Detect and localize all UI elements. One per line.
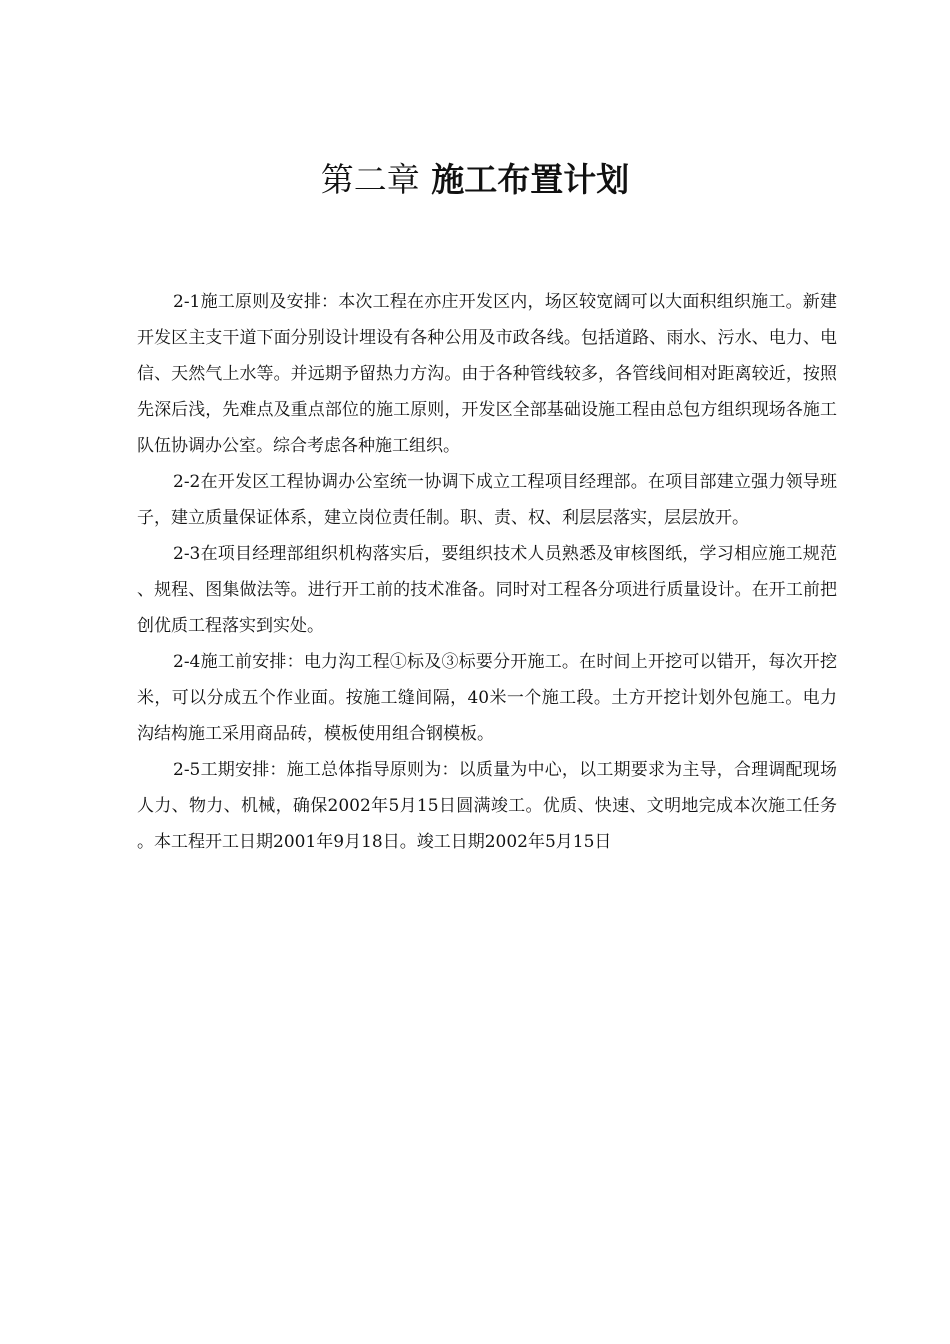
chapter-title xyxy=(0,158,950,202)
chapter-number: 第二章 xyxy=(320,160,420,199)
chapter-name: 施工布置计划 xyxy=(431,160,630,199)
paragraph-2-1: 2-1施工原则及安排：本次工程在亦庄开发区内，场区较宽阔可以大面积组织施工。新建开发区主支干道下面分别设计埋设有各种公用及市政各线。包括道路、雨水、污水、电力、电信、天然气上水等。并远期予留热力方沟。由于各种管线较多，各管线间相对距离较近，按照先深后浅，先难点及重点部位的施工原则，开发区全部基础设施工程由总包方组织现场各施工队伍协调办公室。综合考虑各种施工组织。 xyxy=(137,292,837,456)
body-text xyxy=(137,284,837,860)
paragraph-2-5: 2-5工期安排：施工总体指导原则为：以质量为中心，以工期要求为主导，合理调配现场人力、物力、机械，确保2002年5月15日圆满竣工。优质、快速、文明地完成本次施工任务。本工程开工日期2001年9月18日。竣工日期2002年5月15日 xyxy=(137,760,837,852)
title-space xyxy=(420,160,432,199)
paragraph-2-3: 2-3在项目经理部组织机构落实后，要组织技术人员熟悉及审核图纸，学习相应施工规范、规程、图集做法等。进行开工前的技术准备。同时对工程各分项进行质量设计。在开工前把创优质工程落实到实处。 xyxy=(137,544,837,636)
paragraph-2-4: 2-4施工前安排：电力沟工程①标及③标要分开施工。在时间上开挖可以错开，每次开挖米，可以分成五个作业面。按施工缝间隔，40米一个施工段。土方开挖计划外包施工。电力沟结构施工采用商品砖，模板使用组合钢模板。 xyxy=(137,652,837,744)
paragraph-2-2: 2-2在开发区工程协调办公室统一协调下成立工程项目经理部。在项目部建立强力领导班子，建立质量保证体系，建立岗位责任制。职、责、权、利层层落实，层层放开。 xyxy=(137,472,837,528)
